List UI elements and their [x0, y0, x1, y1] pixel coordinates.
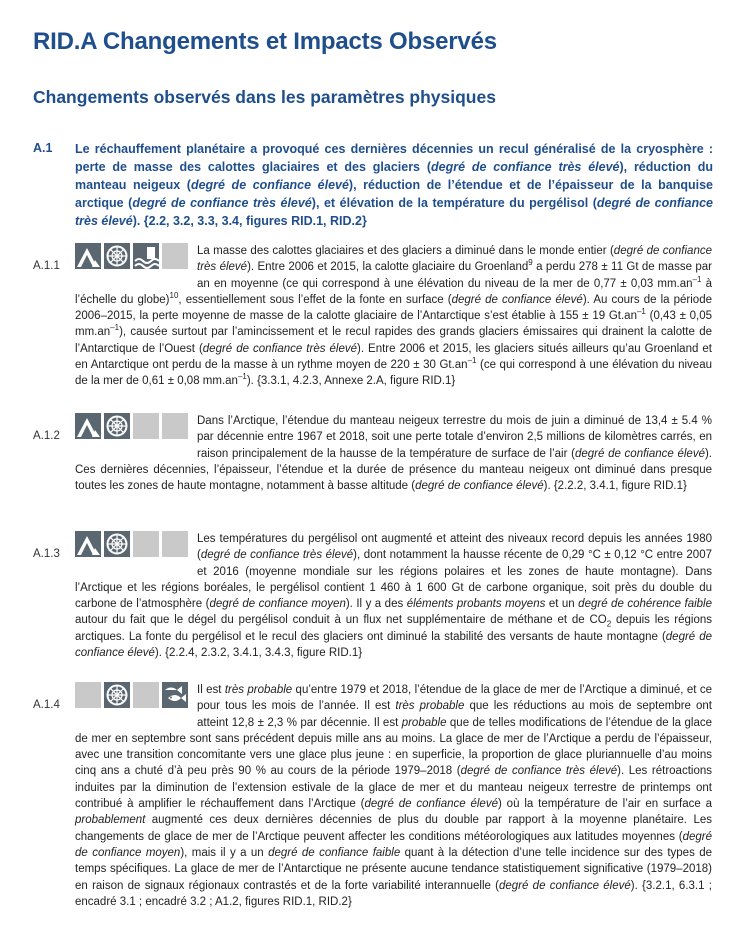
inactive-icon: [133, 531, 159, 557]
inactive-icon: [133, 413, 159, 439]
polar-globe-icon: [104, 531, 130, 557]
mountain-icon: [75, 531, 101, 557]
paragraph-text: Il est très probable qu’entre 1979 et 2018, l’étendue de la glace de mer de l’Arctique a diminué, et ce pour tous les mois de l’année. Il est très probable que les réductions au mois de septembre ont atteint 12,8 ± 2,3 % par décennie. Il est probable que de telles modifications de l’étendue de la glace de mer en septembre sont sans précédent depuis mille ans au moins. La glace de mer de l’Arctique a perdu de l’épaisseur, avec une transition concomitante vers une glace plus jeune : en superficie, la proportion de glace pluriannuelle d’au moins cinq ans a chuté d’à peu près 90 % au cours de la période 1979–2018 (degré de confiance très élevé). Les rétroactions induites par la diminution de l’extension estivale de la glace de mer et du manteau neigeux terrestre de printemps ont contribué à amplifier le réchauffement dans l’Arctique (degré de confiance élevé) où la température de l’air en surface a probablement augmenté ces deux dernières décennies de plus du double par rapport à la moyenne planétaire. Les changements de glace de mer de l’Arctique peuvent affecter les conditions météorologiques aux latitudes moyennes (degré de confiance moyen), mais il y a un degré de confiance faible quant à la détection d’une telle incidence sur des types de temps spécifiques. La glace de mer de l’Antarctique ne présente aucune tendance statistiquement significative (1979–2018) en raison de signaux régionaux contrastés et de la forte variabilité interannuelle (degré de confiance élevé). {3.2.1, 6.3.1 ; encadré 3.1 ; encadré 3.2 ; A1.2, figures RID.1, RID.2}: [75, 684, 713, 908]
fish-ecosystem-icon: [162, 682, 188, 708]
page-title: RID.A Changements et Impacts Observés: [33, 28, 497, 55]
mountain-icon: [75, 413, 101, 439]
headline-number: A.1: [33, 141, 53, 155]
polar-globe-icon: [104, 682, 130, 708]
inactive-icon: [162, 531, 188, 557]
inactive-icon: [133, 682, 159, 708]
section-subtitle: Changements observés dans les paramètres physiques: [33, 87, 496, 107]
paragraph-text: La masse des calottes glaciaires et des glaciers a diminué dans le monde entier (degré de confiance très élevé). Entre 2006 et 2015, la calotte glaciaire du Groenland$^9$ a perdu 278 ± 11 Gt de masse par an en moyenne (ce qui correspond à une élévation du niveau de la mer de 0,77 ± 0,03 $mm.an^{-1}$ à l’échelle du globe)$^{10}$, essentiellement sous l’effet de la fonte en surface (degré de confiance élevé). Au cours de la période 2006–2015, la perte moyenne de masse de la calotte glaciaire de l’Antarctique s’est établie à 155 ± 19 $Gt.an^{-1}$ (0,43 ± 0,05 $mm.an^{-1}$), causée surtout par l’amincissement et le recul rapides des grands glaciers émissaires qui drainent la calotte de l’Antarctique de l’Ouest (degré de confiance très élevé). Entre 2006 et 2015, les glaciers situés ailleurs qu’au Groenland et en Antarctique ont perdu de la masse à un rythme moyen de 220 ± 30 $Gt.an^{-1}$ (ce qui correspond à une élévation du niveau de la mer de 0,61 ± 0,08 $mm.an^{-1}$). {3.3.1, 4.2.3, Annexe 2.A, figure RID.1}: [75, 245, 712, 388]
inactive-icon: [162, 243, 188, 269]
polar-globe-icon: [104, 413, 130, 439]
icon-group: [75, 243, 191, 276]
headline-statement: Le réchauffement planétaire a provoqué ces dernières décennies un recul généralisé de la cryosphère : perte de masse des calottes glaciaires et des glaciers (degré de confiance très élevé), réduction du manteau neigeux (degré de confiance élevé), réduction de l’étendue et de l’épaisseur de la banquise arctique (degré de confiance très élevé), et élévation de la température du pergélisol (degré de confiance très élevé). {2.2, 3.2, 3.3, 3.4, figures RID.1, RID.2}: [75, 142, 713, 228]
paragraph-number: A.1.3: [33, 548, 60, 560]
icon-group: [75, 682, 191, 715]
paragraph-number: A.1.2: [33, 430, 60, 442]
icon-group: [75, 531, 191, 564]
paragraph-number: A.1.4: [33, 699, 60, 711]
paragraph-text: Dans l’Arctique, l’étendue du manteau neigeux terrestre du mois de juin a diminué de 13,4 ± 5.4 % par décennie entre 1967 et 2018, soit une perte totale d’environ 2,5 millions de kilomètres carrés, en raison principalement de la hausse de la température de surface de l’air (degré de confiance élevé). Ces dernières décennies, l’épaisseur, l’étendue et la durée de présence du manteau neigeux ont diminué dans presque toutes les zones de haute montagne, notamment à basse altitude (degré de confiance élevé). {2.2.2, 3.4.1, figure RID.1}: [75, 415, 712, 493]
paragraph-number: A.1.1: [33, 260, 60, 272]
paragraph-text: Les températures du pergélisol ont augmenté et atteint des niveaux record depuis les années 1980 (degré de confiance très élevé), dont notamment la hausse récente de 0,29 °C ± 0,12 °C entre 2007 et 2016 (moyenne mondiale sur les régions polaires et les zones de haute montagne). Dans l’Arctique et les régions boréales, le pergélisol contient 1 460 à 1 600 Gt de carbone organique, soit près du double du carbone de l’atmosphère (degré de confiance moyen). Il y a des éléments probants moyens et un degré de cohérence faible autour du fait que le dégel du pergélisol conduit à un flux net supplémentaire de méthane et de $CO_2$ depuis les régions arctiques. La fonte du pergélisol et le recul des glaciers ont diminué la stabilité des versants de haute montagne (degré de confiance élevé). {2.2.4, 2.3.2, 3.4.1, 3.4.3, figure RID.1}: [75, 533, 713, 660]
polar-globe-icon: [104, 243, 130, 269]
inactive-icon: [75, 682, 101, 708]
sea-level-icon: [133, 243, 159, 269]
mountain-icon: [75, 243, 101, 269]
inactive-icon: [162, 413, 188, 439]
icon-group: [75, 413, 191, 446]
